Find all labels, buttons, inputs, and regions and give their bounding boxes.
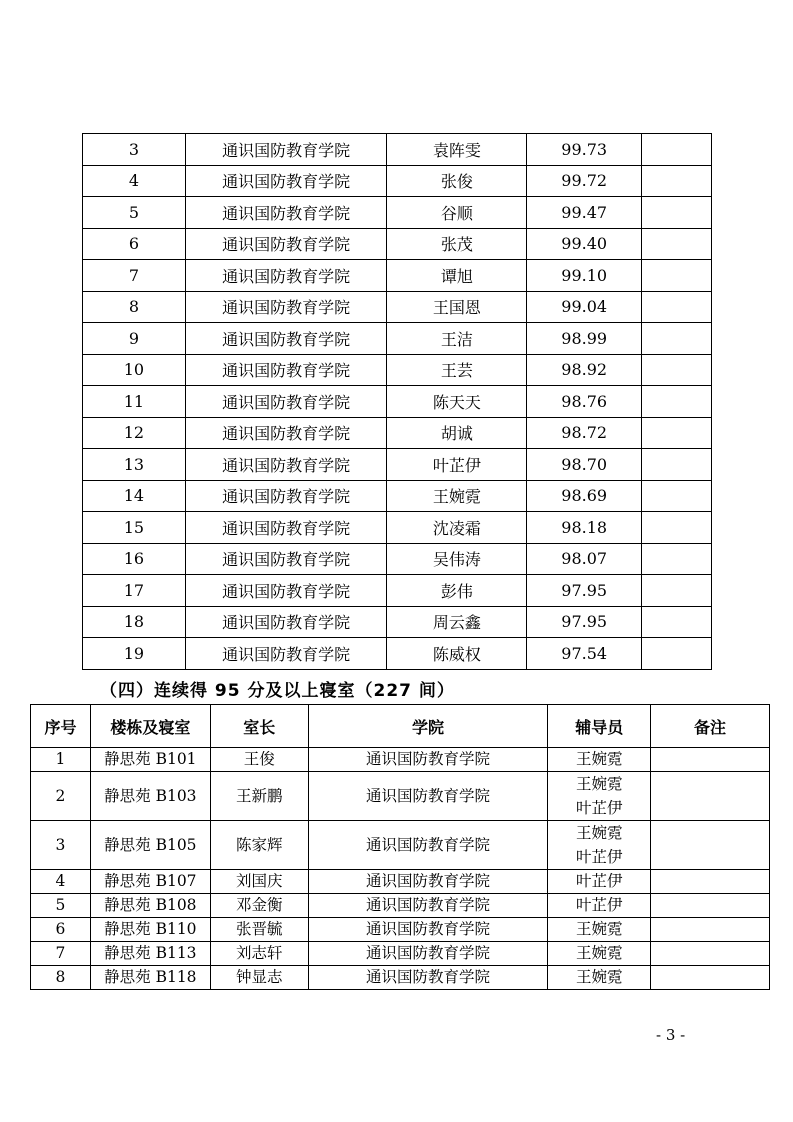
score-cell: 97.95 <box>527 575 642 607</box>
note-cell <box>642 354 712 386</box>
name-cell: 张俊 <box>387 165 527 197</box>
college-cell: 通识国防教育学院 <box>185 323 387 355</box>
college-cell: 通识国防教育学院 <box>308 870 548 894</box>
table-row <box>31 748 770 772</box>
section-heading: （四）连续得 95 分及以上寝室（227 间） <box>100 681 455 701</box>
counselor-name: 王婉霓 <box>575 968 623 986</box>
table-row <box>83 165 712 197</box>
college-cell: 通识国防教育学院 <box>308 894 548 918</box>
note-cell <box>642 228 712 260</box>
table-row <box>83 480 712 512</box>
dorm-table-body <box>31 748 770 990</box>
note-cell <box>651 748 770 772</box>
note-cell <box>642 575 712 607</box>
counselor-cell <box>548 918 651 942</box>
rank-number-cell: 7 <box>83 260 186 292</box>
dorm-number-cell: 5 <box>31 894 91 918</box>
name-cell: 周云鑫 <box>387 606 527 638</box>
rank-number-cell: 10 <box>83 354 186 386</box>
rank-number-cell: 15 <box>83 512 186 544</box>
table-row <box>83 197 712 229</box>
college-cell: 通识国防教育学院 <box>185 449 387 481</box>
table-row <box>31 942 770 966</box>
rank-number-cell: 18 <box>83 606 186 638</box>
note-cell <box>642 512 712 544</box>
leader-cell: 刘国庆 <box>210 870 308 894</box>
counselor-cell <box>548 942 651 966</box>
table-row <box>83 575 712 607</box>
college-cell: 通识国防教育学院 <box>308 942 548 966</box>
college-cell: 通识国防教育学院 <box>185 417 387 449</box>
leader-cell: 张晋毓 <box>210 918 308 942</box>
table-row <box>83 354 712 386</box>
header-counselor: 辅导员 <box>548 705 651 748</box>
note-cell <box>642 197 712 229</box>
rank-number-cell: 4 <box>83 165 186 197</box>
note-cell <box>642 417 712 449</box>
college-cell: 通识国防教育学院 <box>185 480 387 512</box>
rank-number-cell: 9 <box>83 323 186 355</box>
score-cell: 99.04 <box>527 291 642 323</box>
dorm-number-cell: 6 <box>31 918 91 942</box>
score-cell: 99.10 <box>527 260 642 292</box>
score-cell: 98.70 <box>527 449 642 481</box>
counselor-name: 王婉霓 <box>575 944 623 962</box>
score-cell: 99.72 <box>527 165 642 197</box>
college-cell: 通识国防教育学院 <box>308 821 548 870</box>
college-cell: 通识国防教育学院 <box>185 260 387 292</box>
counselor-name: 王婉霓 <box>575 775 623 793</box>
table-row <box>83 260 712 292</box>
table-row <box>83 638 712 670</box>
college-cell: 通识国防教育学院 <box>308 966 548 990</box>
counselor-cell <box>548 772 651 821</box>
score-cell: 98.76 <box>527 386 642 418</box>
college-cell: 通识国防教育学院 <box>185 165 387 197</box>
score-cell: 97.95 <box>527 606 642 638</box>
note-cell <box>642 543 712 575</box>
college-cell: 通识国防教育学院 <box>185 354 387 386</box>
rank-number-cell: 5 <box>83 197 186 229</box>
table-row <box>83 512 712 544</box>
room-cell: 静思苑 B107 <box>90 870 210 894</box>
table-row <box>83 606 712 638</box>
table-row <box>83 449 712 481</box>
table-row <box>83 134 712 166</box>
dorm-number-cell: 7 <box>31 942 91 966</box>
note-cell <box>651 821 770 870</box>
counselor-cell <box>548 748 651 772</box>
rank-number-cell: 12 <box>83 417 186 449</box>
note-cell <box>642 291 712 323</box>
dorm-number-cell: 8 <box>31 966 91 990</box>
counselor-name: 叶芷伊 <box>575 896 623 914</box>
dorm-table-header-row <box>31 705 770 748</box>
dorm-number-cell: 3 <box>31 821 91 870</box>
leader-cell: 钟显志 <box>210 966 308 990</box>
note-cell <box>651 942 770 966</box>
leader-cell: 王新鹏 <box>210 772 308 821</box>
counselor-name: 叶芷伊 <box>575 799 623 817</box>
name-cell: 陈天天 <box>387 386 527 418</box>
table-row <box>83 228 712 260</box>
name-cell: 王婉霓 <box>387 480 527 512</box>
note-cell <box>642 606 712 638</box>
dorm-number-cell: 2 <box>31 772 91 821</box>
page-number: - 3 - <box>656 1026 686 1044</box>
counselor-cell <box>548 870 651 894</box>
note-cell <box>642 638 712 670</box>
table-row <box>83 323 712 355</box>
college-cell: 通识国防教育学院 <box>308 918 548 942</box>
rank-number-cell: 14 <box>83 480 186 512</box>
leader-cell: 陈家辉 <box>210 821 308 870</box>
rank-number-cell: 3 <box>83 134 186 166</box>
table-row <box>31 772 770 821</box>
dorm-number-cell: 1 <box>31 748 91 772</box>
counselor-name: 王婉霓 <box>575 750 623 768</box>
table-row <box>31 870 770 894</box>
table-row <box>83 291 712 323</box>
room-cell: 静思苑 B101 <box>90 748 210 772</box>
college-cell: 通识国防教育学院 <box>185 386 387 418</box>
score-cell: 98.18 <box>527 512 642 544</box>
name-cell: 袁阵雯 <box>387 134 527 166</box>
score-cell: 98.69 <box>527 480 642 512</box>
name-cell: 王国恩 <box>387 291 527 323</box>
note-cell <box>651 918 770 942</box>
name-cell: 胡诚 <box>387 417 527 449</box>
name-cell: 谷顺 <box>387 197 527 229</box>
leader-cell: 王俊 <box>210 748 308 772</box>
note-cell <box>642 386 712 418</box>
leader-cell: 邓金衡 <box>210 894 308 918</box>
name-cell: 吴伟涛 <box>387 543 527 575</box>
college-cell: 通识国防教育学院 <box>185 197 387 229</box>
score-cell: 99.40 <box>527 228 642 260</box>
header-college: 学院 <box>308 705 548 748</box>
name-cell: 彭伟 <box>387 575 527 607</box>
college-cell: 通识国防教育学院 <box>185 291 387 323</box>
note-cell <box>642 165 712 197</box>
table-row <box>31 894 770 918</box>
counselor-cell <box>548 894 651 918</box>
table-row <box>31 966 770 990</box>
note-cell <box>651 894 770 918</box>
college-cell: 通识国防教育学院 <box>185 228 387 260</box>
college-cell: 通识国防教育学院 <box>308 772 548 821</box>
header-no: 序号 <box>31 705 91 748</box>
score-cell: 98.07 <box>527 543 642 575</box>
college-cell: 通识国防教育学院 <box>185 606 387 638</box>
name-cell: 陈威权 <box>387 638 527 670</box>
name-cell: 谭旭 <box>387 260 527 292</box>
rank-number-cell: 16 <box>83 543 186 575</box>
name-cell: 沈凌霜 <box>387 512 527 544</box>
rank-number-cell: 11 <box>83 386 186 418</box>
note-cell <box>651 966 770 990</box>
leader-cell: 刘志轩 <box>210 942 308 966</box>
note-cell <box>642 134 712 166</box>
name-cell: 叶芷伊 <box>387 449 527 481</box>
table-row <box>31 918 770 942</box>
note-cell <box>651 772 770 821</box>
college-cell: 通识国防教育学院 <box>185 134 387 166</box>
counselor-cell <box>548 821 651 870</box>
table-row <box>83 386 712 418</box>
room-cell: 静思苑 B103 <box>90 772 210 821</box>
note-cell <box>642 323 712 355</box>
counselor-name: 叶芷伊 <box>575 848 623 866</box>
rank-number-cell: 13 <box>83 449 186 481</box>
note-cell <box>651 870 770 894</box>
room-cell: 静思苑 B118 <box>90 966 210 990</box>
dorm-number-cell: 4 <box>31 870 91 894</box>
counselor-name: 王婉霓 <box>575 824 623 842</box>
rank-number-cell: 6 <box>83 228 186 260</box>
score-cell: 98.92 <box>527 354 642 386</box>
counselor-name: 叶芷伊 <box>575 872 623 890</box>
table-row <box>31 821 770 870</box>
score-cell: 98.72 <box>527 417 642 449</box>
college-cell: 通识国防教育学院 <box>185 543 387 575</box>
note-cell <box>642 260 712 292</box>
counselor-cell <box>548 966 651 990</box>
college-cell: 通识国防教育学院 <box>185 575 387 607</box>
header-room: 楼栋及寝室 <box>90 705 210 748</box>
score-cell: 97.54 <box>527 638 642 670</box>
table-row <box>83 543 712 575</box>
room-cell: 静思苑 B110 <box>90 918 210 942</box>
table-row <box>83 417 712 449</box>
counselor-name: 王婉霓 <box>575 920 623 938</box>
rank-number-cell: 8 <box>83 291 186 323</box>
rank-number-cell: 17 <box>83 575 186 607</box>
room-cell: 静思苑 B113 <box>90 942 210 966</box>
rank-number-cell: 19 <box>83 638 186 670</box>
name-cell: 王洁 <box>387 323 527 355</box>
room-cell: 静思苑 B108 <box>90 894 210 918</box>
score-cell: 98.99 <box>527 323 642 355</box>
college-cell: 通识国防教育学院 <box>185 638 387 670</box>
college-cell: 通识国防教育学院 <box>308 748 548 772</box>
name-cell: 王芸 <box>387 354 527 386</box>
ranking-table <box>82 133 712 670</box>
note-cell <box>642 480 712 512</box>
note-cell <box>642 449 712 481</box>
header-note: 备注 <box>651 705 770 748</box>
ranking-table-body <box>83 134 712 670</box>
room-cell: 静思苑 B105 <box>90 821 210 870</box>
dorm-table <box>30 704 770 990</box>
header-leader: 室长 <box>210 705 308 748</box>
score-cell: 99.47 <box>527 197 642 229</box>
name-cell: 张茂 <box>387 228 527 260</box>
score-cell: 99.73 <box>527 134 642 166</box>
college-cell: 通识国防教育学院 <box>185 512 387 544</box>
